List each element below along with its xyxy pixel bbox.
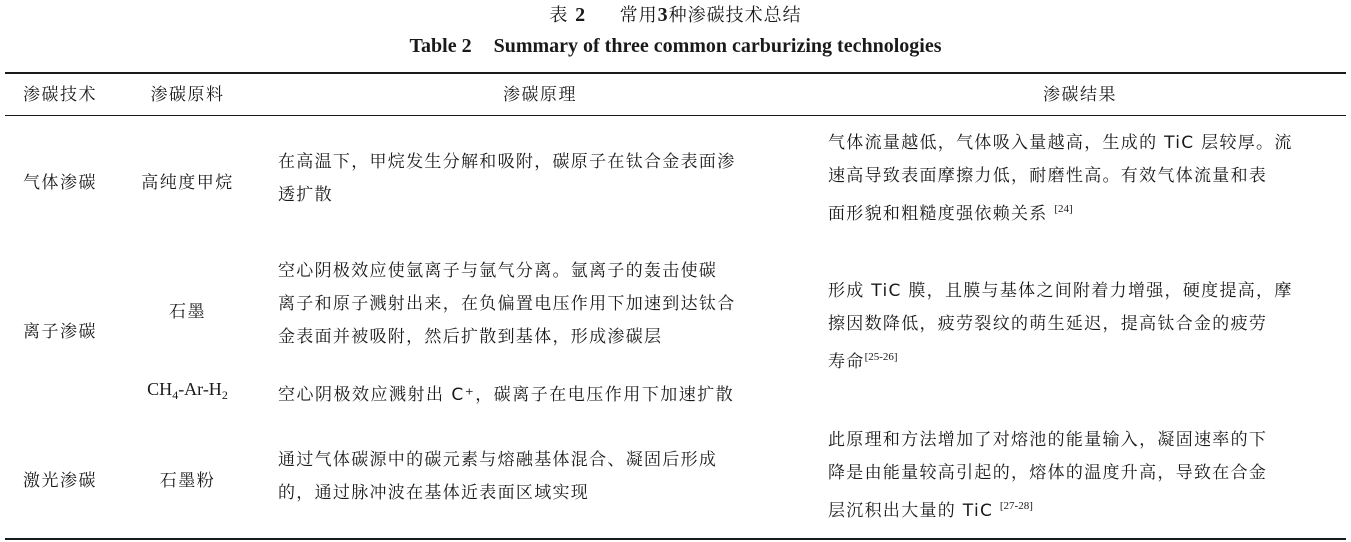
table-header-rule bbox=[5, 115, 1346, 116]
ion-principle-line: 空心阴极效应使氩离子与氩气分离。氩离子的轰击使碳 bbox=[278, 261, 718, 281]
ion-principle-2: 空心阴极效应溅射出 C⁺，碳离子在电压作用下加速扩散 bbox=[278, 385, 735, 405]
ion-principle-line: 金表面并被吸附，然后扩散到基体，形成渗碳层 bbox=[278, 327, 663, 347]
laser-result-line: 此原理和方法增加了对熔池的能量输入，凝固速率的下 bbox=[828, 430, 1268, 450]
gas-result-line: 气体流量越低，气体吸入量越高，生成的 TiC 层较厚。流 bbox=[828, 133, 1293, 153]
caption-prefix: 表 bbox=[549, 5, 569, 26]
caption-number: 2 bbox=[575, 4, 587, 26]
gas-result-line: 速高导致表面摩擦力低，耐磨性高。有效气体流量和表 bbox=[828, 166, 1268, 186]
header-result: 渗碳结果 bbox=[1043, 85, 1117, 105]
ion-principle-1 bbox=[278, 255, 736, 354]
gas-principle bbox=[278, 146, 736, 212]
gas-principle-line: 在高温下，甲烷发生分解和吸附，碳原子在钛合金表面渗 bbox=[278, 152, 736, 172]
ion-result-line: 寿命 bbox=[828, 352, 865, 372]
table-bottom-rule bbox=[5, 538, 1346, 540]
laser-result-citation: [27-28] bbox=[999, 500, 1033, 512]
gas-principle-line: 透扩散 bbox=[278, 185, 333, 205]
ion-material-gas-mixture: $CH_4-Ar-H_2$ bbox=[147, 379, 228, 402]
caption-en-title: Summary of three common carburizing technologies bbox=[493, 35, 942, 57]
header-technique: 渗碳技术 bbox=[23, 85, 97, 105]
ion-principle-line: 离子和原子溅射出来，在负偏置电压作用下加速到达钛合 bbox=[278, 294, 736, 314]
table-caption-cn bbox=[0, 2, 1351, 29]
gas-result-citation: [24] bbox=[1054, 203, 1073, 215]
laser-result bbox=[828, 424, 1267, 523]
caption-title-a: 常用 bbox=[619, 5, 658, 26]
gas-technique: 气体渗碳 bbox=[23, 173, 97, 193]
laser-principle bbox=[278, 444, 717, 510]
laser-principle-line: 通过气体碳源中的碳元素与熔融基体混合、凝固后形成 bbox=[278, 450, 718, 470]
ion-result-line: 形成 TiC 膜，且膜与基体之间附着力增强，硬度提高，摩 bbox=[828, 281, 1293, 301]
laser-technique: 激光渗碳 bbox=[23, 471, 97, 491]
header-principle: 渗碳原理 bbox=[503, 85, 577, 105]
caption-title-b: 种渗碳技术总结 bbox=[668, 5, 802, 26]
laser-result-line: 层沉积出大量的 TiC bbox=[828, 501, 994, 521]
laser-principle-line: 的，通过脉冲波在基体近表面区域实现 bbox=[278, 483, 590, 503]
ion-result-line: 擦因数降低，疲劳裂纹的萌生延迟，提高钛合金的疲劳 bbox=[828, 314, 1268, 334]
table-caption-en bbox=[0, 33, 1351, 59]
ion-material-graphite: 石墨 bbox=[169, 302, 206, 322]
laser-material: 石墨粉 bbox=[159, 471, 216, 491]
laser-result-line: 降是由能量较高引起的，熔体的温度升高，导致在合金 bbox=[828, 463, 1268, 483]
gas-material: 高纯度甲烷 bbox=[141, 173, 234, 193]
gas-result bbox=[828, 127, 1293, 226]
ion-technique: 离子渗碳 bbox=[23, 322, 97, 342]
ion-result bbox=[828, 275, 1293, 374]
caption-title-num: 3 bbox=[657, 4, 669, 26]
gas-result-line: 面形貌和粗糙度强依赖关系 bbox=[828, 204, 1048, 224]
caption-en-number: Table 2 bbox=[409, 35, 472, 57]
header-material: 渗碳原料 bbox=[150, 85, 225, 105]
table-top-rule bbox=[5, 72, 1346, 74]
ion-result-citation: [25-26] bbox=[864, 351, 898, 363]
